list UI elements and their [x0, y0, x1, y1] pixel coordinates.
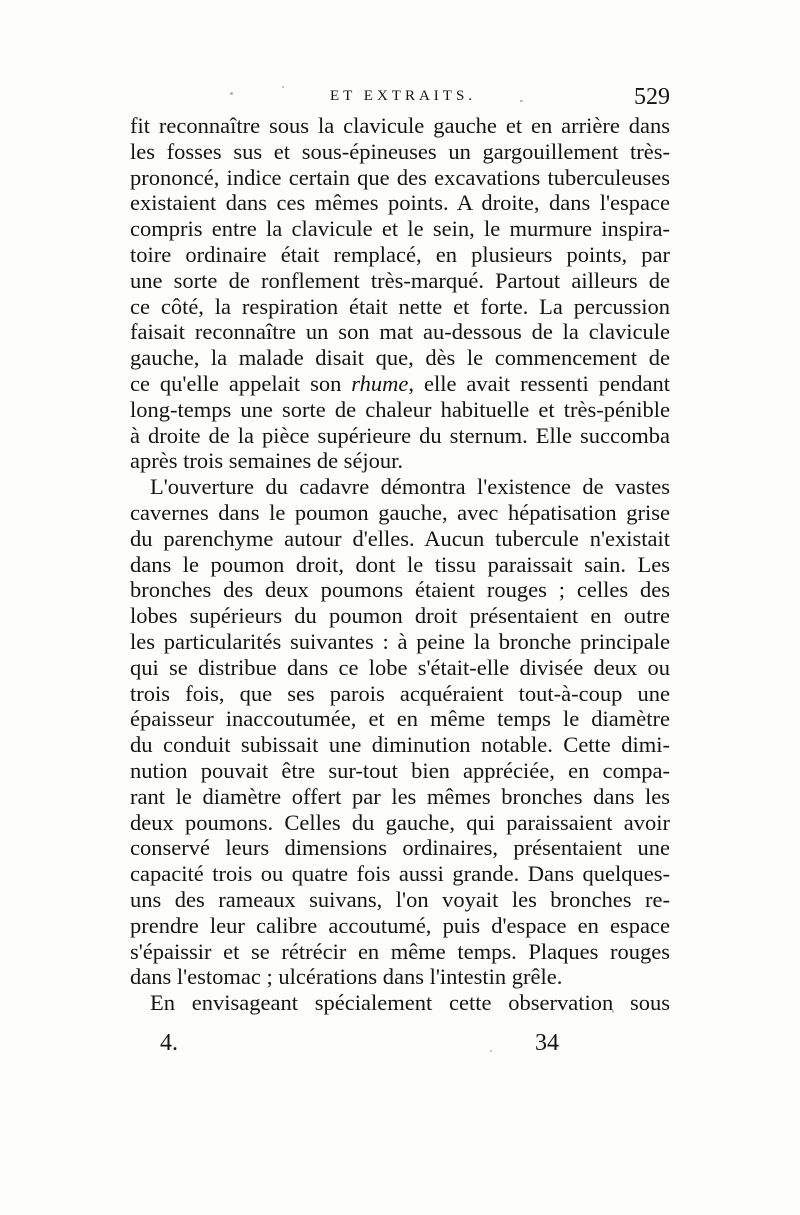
text-line: à droite de la pièce supérieure du sternum. Elle succomba — [130, 422, 670, 448]
text-line: épaisseur inaccoutumée, et en même temps le diamètre — [130, 706, 670, 732]
text-line: trois fois, que ses parois acquéraient tout-à-coup une — [130, 680, 670, 706]
text-line: les fosses sus et sous-épineuses un gargouillement très- — [130, 138, 670, 164]
text-line: prendre leur calibre accoutumé, puis d'espace en espace — [130, 912, 670, 938]
text-line: gauche, la malade disait que, dès le commencement de — [130, 345, 670, 371]
text-segment: , elle avait ressenti pendant — [408, 370, 670, 396]
text-line — [130, 371, 670, 397]
text-line: nution pouvait être sur-tout bien appréciée, en compa- — [130, 757, 670, 783]
text-line: ce côté, la respiration était nette et forte. La percussion — [130, 293, 670, 319]
text-line: uns des rameaux suivans, l'on voyait les bronches re- — [130, 886, 670, 912]
text-line: En envisageant spécialement cette observation sous — [150, 990, 670, 1016]
text-line: cavernes dans le poumon gauche, avec hépatisation grise — [130, 499, 670, 525]
text-line: du parenchyme autour d'elles. Aucun tubercule n'existait — [130, 525, 670, 551]
text-line: fit reconnaître sous la clavicule gauche et en arrière dans — [130, 113, 670, 138]
text-line: conservé leurs dimensions ordinaires, présentaient une — [130, 835, 670, 861]
ink-speckle — [282, 86, 284, 88]
text-line: compris entre la clavicule et le sein, le murmure inspira- — [130, 216, 670, 242]
text-line: bronches des deux poumons étaient rouges ; celles des — [130, 577, 670, 603]
text-line: existaient dans ces mêmes points. A droite, dans l'espace — [130, 190, 670, 216]
text-segment: ce qu'elle appelait son — [130, 370, 352, 396]
text-line: s'épaissir et se rétrécir en même temps. Plaques rouges — [130, 938, 670, 964]
ink-speckle — [520, 100, 523, 102]
text-line: prononcé, indice certain que des excavations tuberculeuses — [130, 164, 670, 190]
page-footer — [130, 1030, 670, 1064]
running-head — [130, 84, 670, 114]
body-text — [130, 113, 670, 1016]
signature-mark: 4. — [160, 1030, 178, 1056]
text-line: long-temps une sorte de chaleur habituelle et très-pénible — [130, 396, 670, 422]
gathering-number: 34 — [535, 1030, 559, 1056]
text-line: rant le diamètre offert par les mêmes bronches dans les — [130, 783, 670, 809]
text-line: dans l'estomac ; ulcérations dans l'intestin grêle. — [130, 964, 563, 990]
text-line: faisait reconnaître un son mat au-dessous de la clavicule — [130, 319, 670, 345]
text-line: toire ordinaire était remplacé, en plusieurs points, par — [130, 241, 670, 267]
running-title: ET EXTRAITS. — [330, 88, 477, 104]
text-line: les particularités suivantes : à peine la bronche principale — [130, 628, 670, 654]
text-line: lobes supérieurs du poumon droit présentaient en outre — [130, 603, 670, 629]
text-line: après trois semaines de séjour. — [130, 448, 404, 474]
page-number: 529 — [634, 84, 670, 110]
text-line: capacité trois ou quatre fois aussi grande. Dans quelques- — [130, 861, 670, 887]
italic-word: rhume — [351, 370, 409, 396]
text-line: qui se distribue dans ce lobe s'était-elle divisée deux ou — [130, 654, 670, 680]
ink-speckle — [490, 1050, 492, 1052]
ink-speckle — [612, 1010, 614, 1013]
text-line: deux poumons. Celles du gauche, qui paraissaient avoir — [130, 809, 670, 835]
ink-speckle — [230, 92, 233, 95]
text-line: dans le poumon droit, dont le tissu paraissait sain. Les — [130, 551, 670, 577]
text-line: L'ouverture du cadavre démontra l'existence de vastes — [150, 474, 670, 500]
text-line: du conduit subissait une diminution notable. Cette dimi- — [130, 732, 670, 758]
text-line: une sorte de ronflement très-marqué. Partout ailleurs de — [130, 267, 670, 293]
